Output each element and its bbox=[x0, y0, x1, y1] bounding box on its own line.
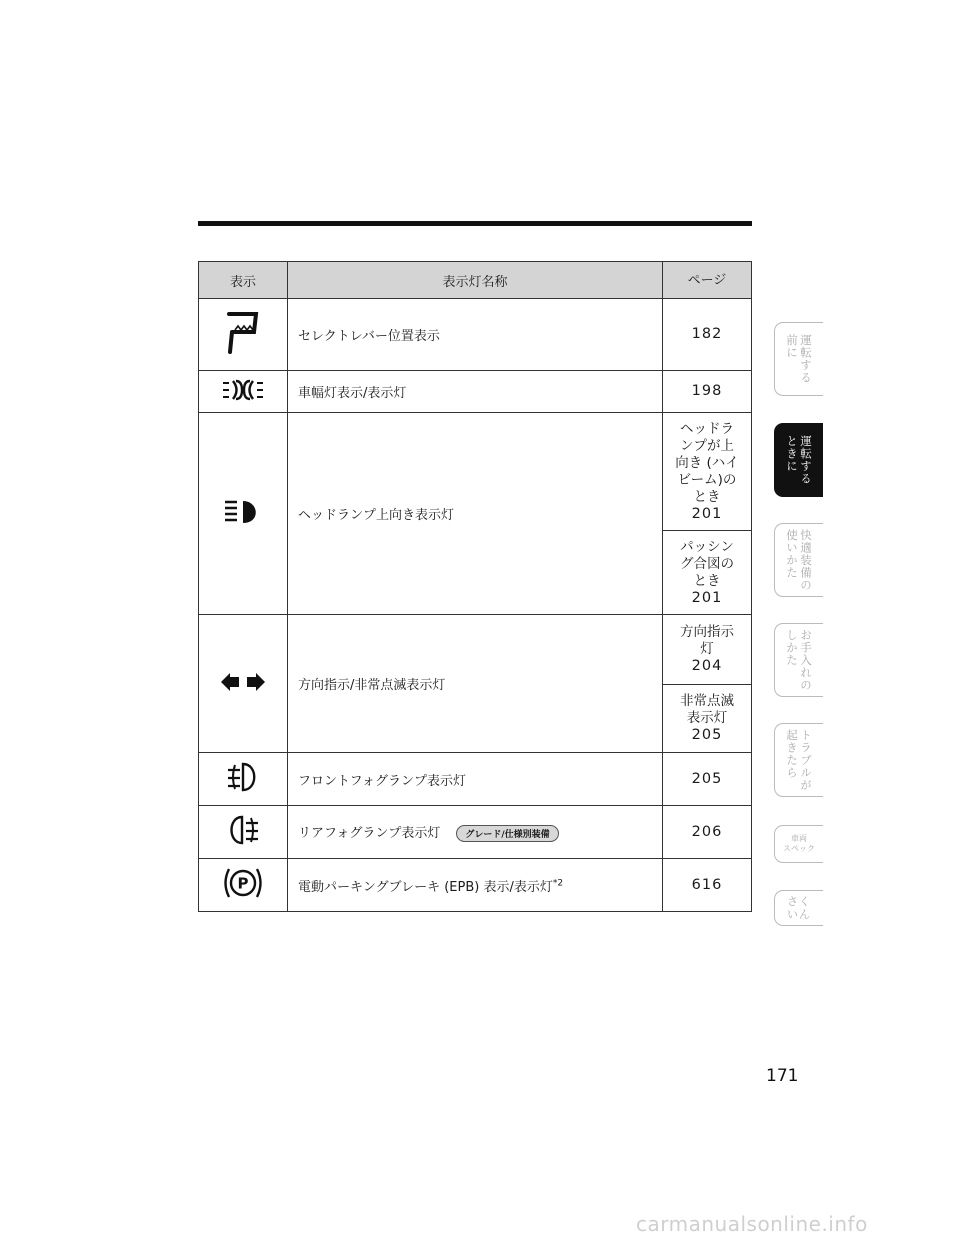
parking-brake-icon bbox=[199, 859, 288, 912]
side-light-icon bbox=[199, 371, 288, 413]
page-ref: 204 bbox=[691, 658, 723, 674]
front-fog-icon bbox=[199, 753, 288, 806]
page-ref: 201 bbox=[691, 589, 723, 606]
tab-label: さく いん bbox=[787, 895, 811, 921]
indicator-name-text: 電動パーキングブレーキ (EPB) 表示/表示灯 bbox=[298, 879, 553, 895]
table-row bbox=[199, 371, 752, 413]
indicator-name: フロントフォグランプ表示灯 bbox=[288, 753, 663, 806]
indicator-name: 方向指示/非常点滅表示灯 bbox=[288, 615, 663, 753]
select-lever-p-icon bbox=[199, 299, 288, 371]
svg-text:P: P bbox=[237, 874, 249, 893]
tab-label: 車両 スペック bbox=[783, 834, 815, 853]
tab-while-driving[interactable] bbox=[774, 423, 823, 497]
tab-label: お手入れの しかた bbox=[785, 628, 813, 692]
table-row bbox=[199, 753, 752, 806]
page-ref: 205 bbox=[691, 727, 723, 743]
section-rule bbox=[198, 221, 752, 226]
page-ref: 198 bbox=[663, 371, 752, 413]
page-ref: 206 bbox=[663, 806, 752, 859]
page-ref-group bbox=[663, 413, 752, 531]
tab-before-driving[interactable] bbox=[774, 322, 823, 396]
table-row bbox=[199, 615, 752, 685]
indicator-name: ヘッドランプ上向き表示灯 bbox=[288, 413, 663, 615]
indicator-table bbox=[198, 261, 752, 912]
footnote-mark: *2 bbox=[552, 878, 564, 889]
page-ref-label: パッシン グ合図の とき bbox=[680, 538, 734, 589]
grade-spec-badge: グレード/仕様別装備 bbox=[456, 825, 558, 842]
tab-troubleshooting[interactable] bbox=[774, 723, 823, 797]
tab-label: トラブルが 起きたら bbox=[785, 728, 813, 792]
page-ref-group bbox=[663, 615, 752, 685]
header-display: 表示 bbox=[199, 262, 288, 299]
page-ref-group bbox=[663, 531, 752, 615]
tab-label: 運転する 前に bbox=[785, 334, 813, 384]
table-row bbox=[199, 413, 752, 531]
tab-label: 快適装備の 使いかた bbox=[785, 528, 813, 592]
watermark: carmanualsonline.info bbox=[636, 1212, 868, 1236]
tab-label: 運転する ときに bbox=[785, 435, 813, 485]
indicator-name bbox=[288, 806, 663, 859]
page-ref-label: ヘッドラ ンプが上 向き (ハイ ビーム)の とき bbox=[675, 420, 739, 505]
page-ref: 182 bbox=[663, 299, 752, 371]
page-number: 171 bbox=[766, 1066, 799, 1086]
indicator-name-text: リアフォグランプ表示灯 bbox=[298, 826, 441, 841]
tab-vehicle-specs[interactable] bbox=[774, 825, 823, 863]
page-ref-label: 方向指示 灯 bbox=[680, 624, 734, 657]
header-page: ページ bbox=[663, 262, 752, 299]
turn-signal-icon bbox=[199, 615, 288, 753]
table-row bbox=[199, 299, 752, 371]
tab-maintenance[interactable] bbox=[774, 623, 823, 697]
table-row bbox=[199, 859, 752, 912]
page-ref: 616 bbox=[663, 859, 752, 912]
rear-fog-icon bbox=[199, 806, 288, 859]
table-header-row bbox=[199, 262, 752, 299]
page-ref-label: 非常点滅 表示灯 bbox=[680, 693, 734, 726]
indicator-name bbox=[288, 859, 663, 912]
page-ref: 205 bbox=[663, 753, 752, 806]
header-name: 表示灯名称 bbox=[288, 262, 663, 299]
high-beam-icon bbox=[199, 413, 288, 615]
page-ref: 201 bbox=[691, 505, 723, 522]
table-row bbox=[199, 806, 752, 859]
tab-index[interactable] bbox=[774, 890, 823, 926]
page-ref-group bbox=[663, 685, 752, 753]
tab-comfort-features[interactable] bbox=[774, 523, 823, 597]
indicator-name: セレクトレバー位置表示 bbox=[288, 299, 663, 371]
indicator-name: 車幅灯表示/表示灯 bbox=[288, 371, 663, 413]
